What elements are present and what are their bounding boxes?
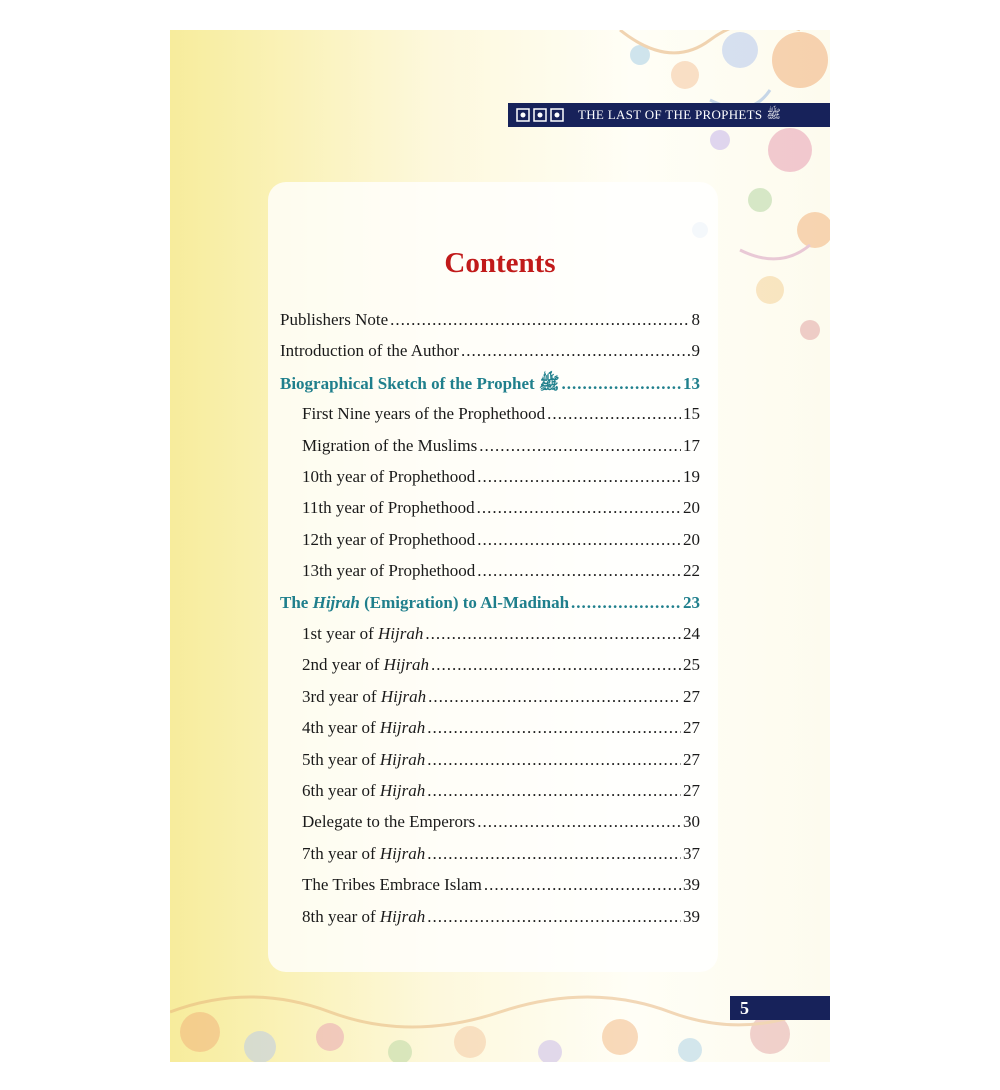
toc-entry-page: 22 [683, 561, 700, 581]
toc-entry[interactable] [302, 561, 700, 589]
running-header-title: THE LAST OF THE PROPHETS [578, 107, 763, 122]
toc-entry-label: Biographical Sketch of the Prophet ﷺ [280, 373, 560, 393]
toc-leader-dots [428, 687, 681, 707]
toc-entry-page: 39 [683, 875, 700, 895]
toc-leader-dots [427, 844, 681, 864]
toc-entry-label [302, 750, 425, 770]
toc-leader-dots [571, 593, 681, 613]
toc-entry-label: Publishers Note [280, 310, 389, 329]
toc-entry[interactable] [302, 812, 700, 840]
toc-leader-dots [477, 530, 681, 550]
toc-leader-dots [427, 781, 681, 801]
toc-entry[interactable] [280, 341, 700, 369]
toc-entry-page: 17 [683, 435, 700, 455]
toc-entry[interactable] [302, 624, 700, 652]
toc-leader-dots [427, 750, 681, 770]
toc-entry-label-prefix: 3rd year of [302, 686, 381, 706]
ornament-icon [516, 106, 564, 124]
toc-entry-label [302, 655, 429, 675]
toc-entry[interactable] [302, 687, 700, 715]
page-number: 5 [740, 997, 749, 1018]
toc-entry-label-italic: Hijrah [378, 624, 424, 643]
page-number-box [730, 996, 830, 1020]
toc-entry-page: 37 [683, 843, 700, 863]
toc-entry[interactable] [302, 498, 700, 526]
toc-entry-label [302, 687, 426, 707]
toc-entry-page: 20 [683, 498, 700, 518]
toc-leader-dots [390, 310, 689, 330]
toc-leader-dots [427, 718, 681, 738]
toc-entry-page: 20 [683, 529, 700, 549]
toc-entry-label: 10th year of Prophethood [302, 467, 476, 486]
toc-entry-label-suffix: (Emigration) to Al-Madinah [359, 592, 570, 612]
toc-entry-label-prefix: 6th year of [302, 781, 380, 800]
toc-entry-label [302, 907, 425, 927]
toc-entry-label-italic: Hijrah [379, 906, 426, 926]
toc-entry-page: 27 [683, 749, 700, 769]
toc-entry-label-prefix: 8th year of [302, 906, 380, 926]
toc-entry-label [302, 624, 423, 644]
toc-leader-dots [461, 341, 690, 361]
toc-entry-label-prefix: 5th year of [302, 749, 380, 769]
toc-entry-page: 27 [683, 781, 700, 800]
toc-entry-label: Migration of the Muslims [302, 435, 478, 455]
toc-entry[interactable] [280, 310, 700, 338]
toc-entry[interactable] [280, 373, 700, 401]
toc-entry-label-prefix: 4th year of [302, 718, 380, 738]
toc-entry[interactable] [280, 593, 700, 621]
toc-entry-label-italic: Hijrah [379, 718, 426, 738]
toc-entry-label [302, 844, 425, 864]
toc-entry-label: 13th year of Prophethood [302, 561, 476, 581]
toc-leader-dots [547, 404, 681, 424]
toc-entry-label: First Nine years of the Prophethood [302, 404, 546, 424]
toc-leader-dots [427, 907, 681, 927]
toc-leader-dots [484, 875, 681, 895]
toc-entry-label-italic: Hijrah [380, 686, 427, 706]
toc-entry-page: 13 [683, 373, 700, 393]
contents-title: Contents [444, 247, 556, 279]
toc-entry[interactable] [302, 530, 700, 558]
toc-entry-label-italic: Hijrah [379, 843, 426, 863]
toc-entry-page: 27 [683, 686, 700, 706]
toc-entry-page: 24 [683, 624, 700, 643]
toc-leader-dots [477, 467, 681, 487]
toc-entry[interactable] [302, 655, 700, 683]
toc-entry-page: 9 [691, 341, 700, 361]
toc-leader-dots [431, 655, 681, 675]
toc-entry-label-italic: Hijrah [379, 749, 426, 769]
toc-entry-label [302, 718, 425, 738]
toc-entry-label [280, 593, 569, 613]
toc-leader-dots [425, 624, 681, 644]
toc-entry-page: 19 [683, 467, 700, 486]
toc-entry-label: The Tribes Embrace Islam [302, 875, 482, 895]
toc-leader-dots [477, 561, 681, 581]
toc-entry-label-italic: Hijrah [379, 781, 426, 800]
toc-entry-label-italic: Hijrah [383, 655, 430, 675]
toc-entry-label-prefix: 7th year of [302, 843, 380, 863]
toc-entry-page: 8 [691, 310, 700, 329]
running-header [508, 103, 830, 127]
toc-entry-page: 23 [683, 592, 700, 612]
toc-entry-label: Introduction of the Author [280, 341, 459, 361]
toc-entry-page: 39 [683, 906, 700, 926]
toc-entry[interactable] [302, 718, 700, 746]
toc-entry-label-italic: Hijrah [312, 592, 360, 612]
toc-entry-label: 11th year of Prophethood [302, 498, 475, 518]
toc-entry-label: 12th year of Prophethood [302, 529, 476, 549]
toc-entry-page: 30 [683, 812, 700, 832]
book-page [170, 30, 830, 1062]
toc-entry-label [302, 781, 425, 801]
toc-entry[interactable] [302, 875, 700, 903]
toc-entry-page: 15 [683, 404, 700, 424]
toc-leader-dots [477, 498, 681, 518]
toc-entry[interactable] [302, 436, 700, 464]
toc-entry[interactable] [302, 844, 700, 872]
toc-entry-page: 25 [683, 655, 700, 675]
toc-leader-dots [479, 436, 681, 456]
toc-entry-label-prefix: 1st year of [302, 624, 379, 643]
running-header-mark: ﷺ [766, 106, 781, 121]
toc-entry[interactable] [302, 907, 700, 935]
toc-leader-dots [477, 812, 681, 832]
toc-entry-label-prefix: The [280, 592, 313, 612]
toc-entry[interactable] [302, 404, 700, 432]
toc-entry-page: 27 [683, 718, 700, 738]
toc-entry-label-prefix: 2nd year of [302, 655, 384, 675]
toc-leader-dots [561, 374, 681, 394]
toc-entry[interactable] [302, 467, 700, 495]
toc-entry-label: Delegate to the Emperors [302, 812, 476, 832]
toc-entry[interactable] [302, 750, 700, 778]
toc-entry[interactable] [302, 781, 700, 809]
